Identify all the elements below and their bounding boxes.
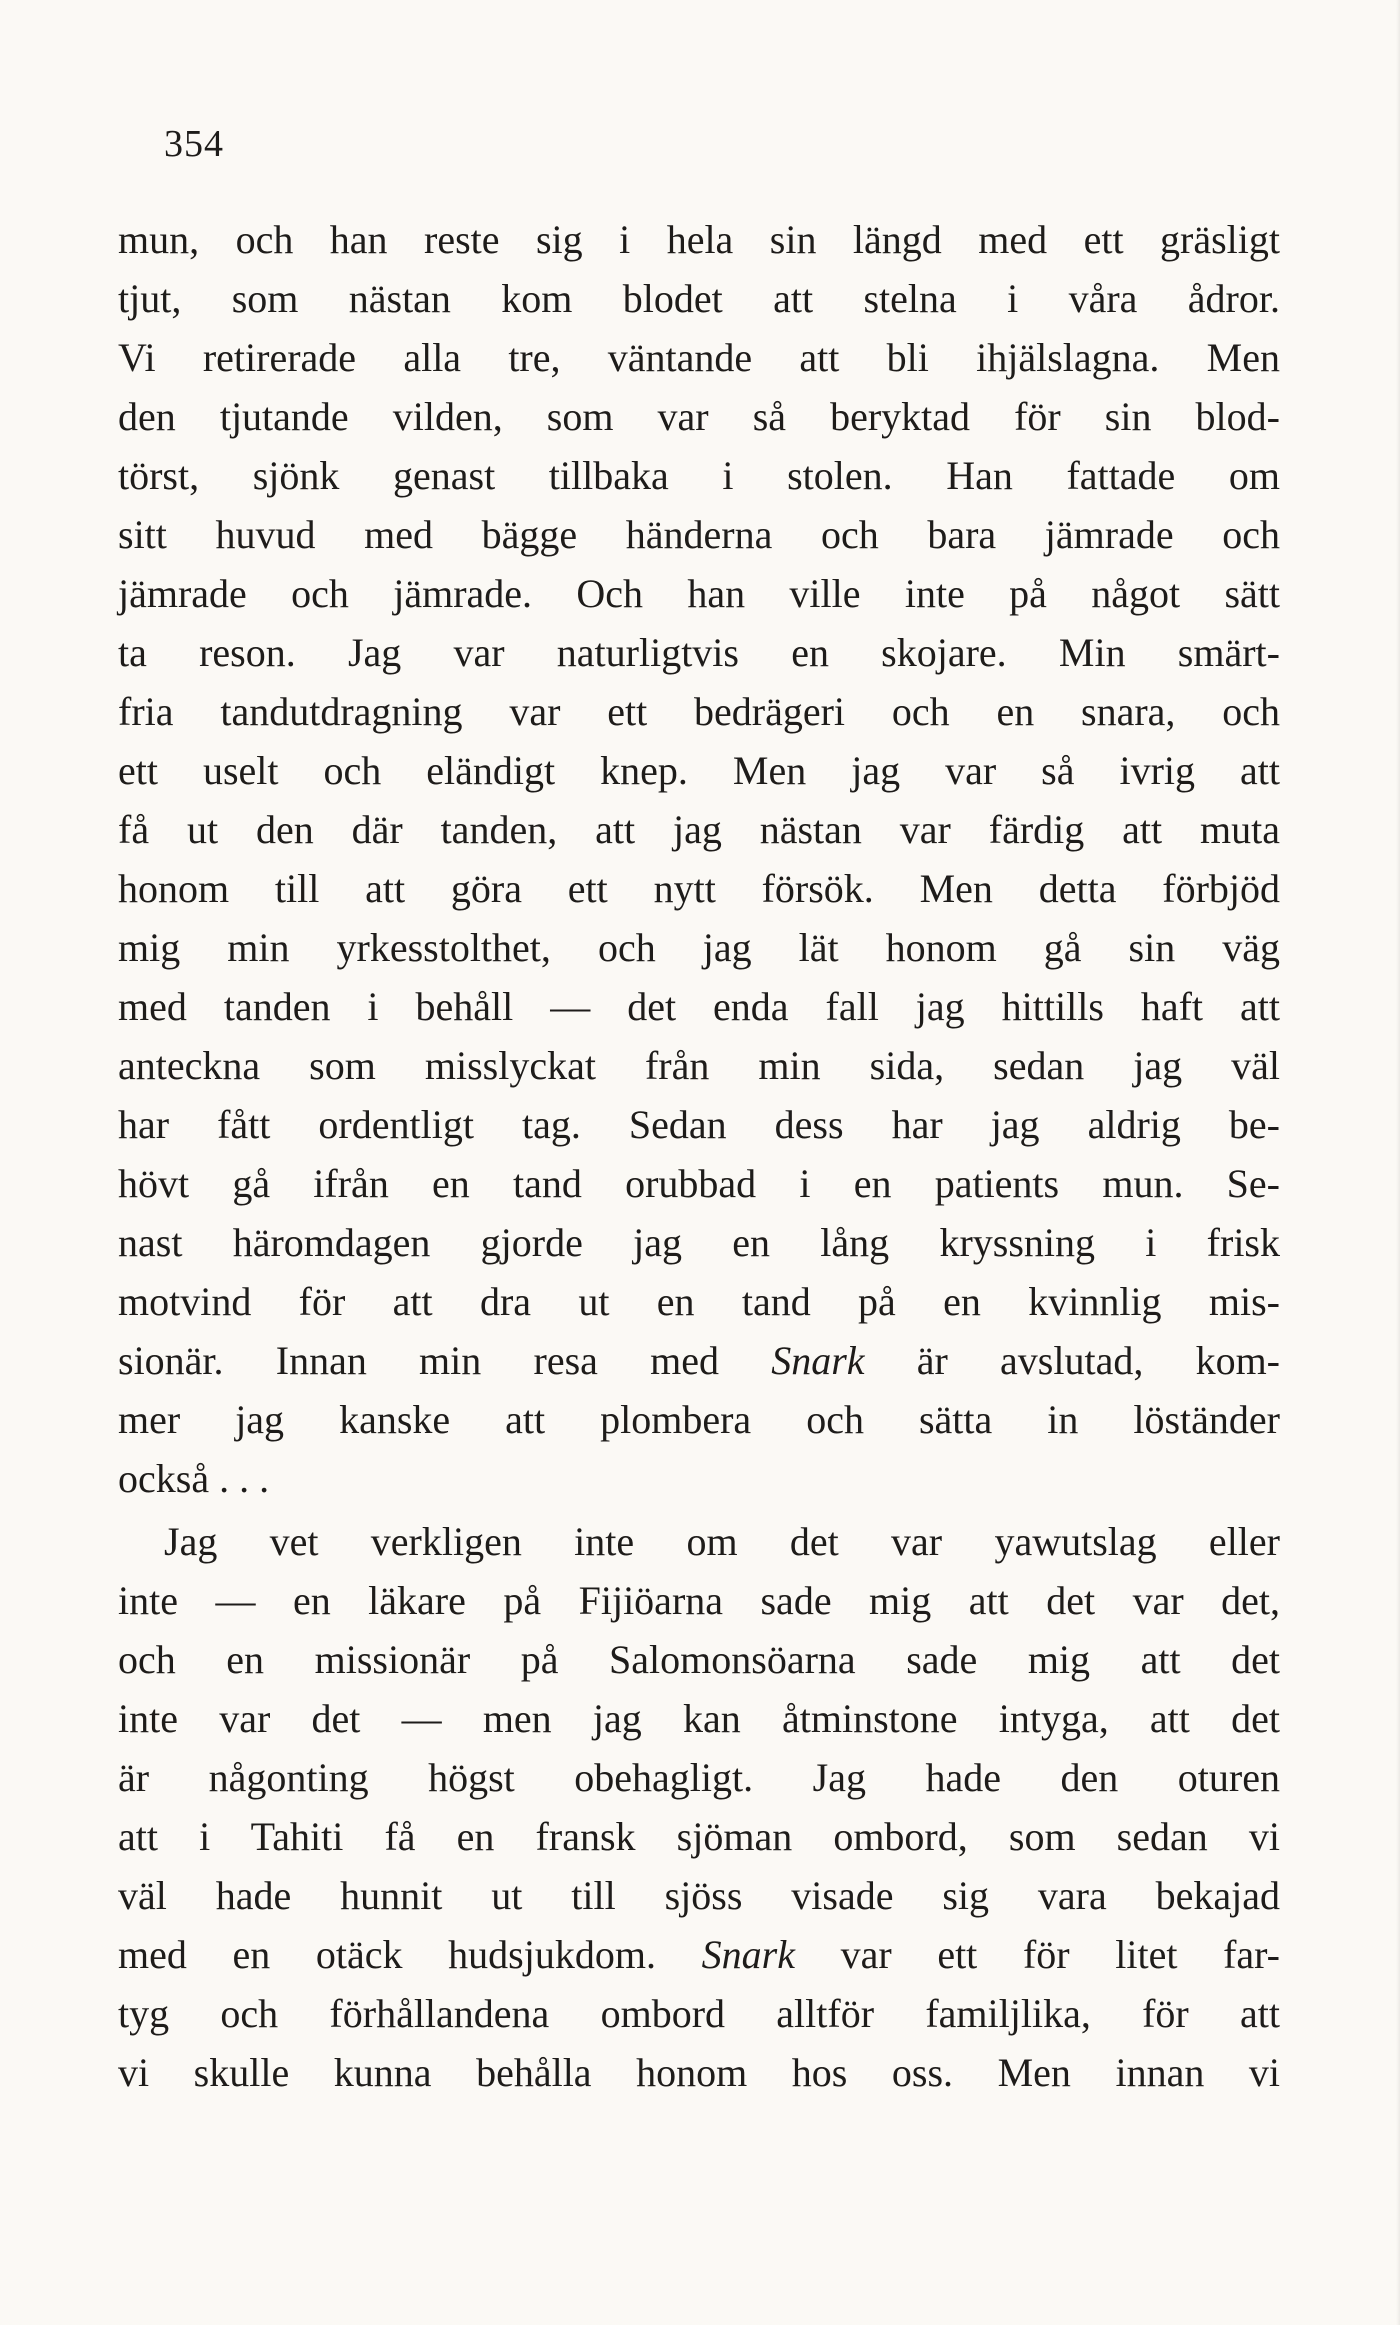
text-line — [118, 1036, 1280, 1095]
text-line — [118, 1213, 1280, 1272]
text-line — [118, 859, 1280, 918]
text-segment: vi skulle kunna behålla honom hos oss. Men innan vi — [118, 2050, 1280, 2095]
text-segment: mun, och han reste sig i hela sin längd med ett gräsligt — [118, 217, 1280, 262]
text-line — [118, 741, 1280, 800]
text-segment: har fått ordentligt tag. Sedan dess har jag aldrig be- — [118, 1102, 1280, 1147]
text-segment: tjut, som nästan kom blodet att stelna i våra ådror. — [118, 276, 1280, 321]
text-segment: också . . . — [118, 1456, 270, 1501]
text-line — [118, 1925, 1280, 1984]
text-segment: mer jag kanske att plombera och sätta in löständer — [118, 1397, 1280, 1442]
text-line — [118, 1748, 1280, 1807]
italic-title: Snark — [771, 1338, 865, 1383]
text-line — [118, 1512, 1280, 1571]
text-line — [118, 1331, 1280, 1390]
text-segment: ta reson. Jag var naturligtvis en skojare. Min smärt- — [118, 630, 1280, 675]
text-segment: med tanden i behåll — det enda fall jag hittills haft att — [118, 984, 1280, 1029]
text-segment: få ut den där tanden, att jag nästan var färdig att muta — [118, 807, 1280, 852]
text-segment: sionär. Innan min resa med — [118, 1338, 772, 1383]
text-line — [118, 387, 1280, 446]
text-line — [118, 2043, 1280, 2102]
text-line — [118, 1866, 1280, 1925]
text-segment: tyg och förhållandena ombord alltför familjlika, för att — [118, 1991, 1280, 2036]
text-segment: anteckna som misslyckat från min sida, sedan jag väl — [118, 1043, 1280, 1088]
text-segment: jämrade och jämrade. Och han ville inte på något sätt — [118, 571, 1280, 616]
text-segment: honom till att göra ett nytt försök. Men detta förbjöd — [118, 866, 1280, 911]
text-segment: att i Tahiti få en fransk sjöman ombord, som sedan vi — [118, 1814, 1280, 1859]
text-line — [118, 210, 1280, 269]
text-line — [118, 1154, 1280, 1213]
text-line — [118, 1095, 1280, 1154]
text-segment: Jag vet verkligen inte om det var yawutslag eller — [164, 1519, 1280, 1564]
text-line — [118, 328, 1280, 387]
body-text — [118, 210, 1280, 2102]
page-number: 354 — [164, 123, 224, 165]
text-segment: motvind för att dra ut en tand på en kvinnlig mis- — [118, 1279, 1280, 1324]
text-line — [118, 1390, 1280, 1449]
text-line — [118, 505, 1280, 564]
text-line — [118, 800, 1280, 859]
text-segment: törst, sjönk genast tillbaka i stolen. Han fattade om — [118, 453, 1280, 498]
text-segment: är avslutad, kom- — [864, 1338, 1280, 1383]
text-line — [118, 1689, 1280, 1748]
text-line — [118, 1449, 1280, 1508]
text-segment: väl hade hunnit ut till sjöss visade sig vara bekajad — [118, 1873, 1280, 1918]
text-segment: Vi retirerade alla tre, väntande att bli ihjälslagna. Men — [118, 335, 1280, 380]
text-segment: ett uselt och eländigt knep. Men jag var så ivrig att — [118, 748, 1280, 793]
text-segment: inte — en läkare på Fijiöarna sade mig att det var det, — [118, 1578, 1280, 1623]
text-line — [118, 918, 1280, 977]
page-edge-shadow — [1396, 0, 1400, 2325]
text-line — [118, 269, 1280, 328]
text-segment: inte var det — men jag kan åtminstone intyga, att det — [118, 1696, 1280, 1741]
text-line — [118, 564, 1280, 623]
text-line — [118, 1807, 1280, 1866]
text-line — [118, 682, 1280, 741]
text-segment: fria tandutdragning var ett bedrägeri och en snara, och — [118, 689, 1280, 734]
text-line — [118, 446, 1280, 505]
text-segment: var ett för litet far- — [794, 1932, 1280, 1977]
text-line — [118, 977, 1280, 1036]
text-segment: sitt huvud med bägge händerna och bara jämrade och — [118, 512, 1280, 557]
text-segment: nast häromdagen gjorde jag en lång kryssning i frisk — [118, 1220, 1280, 1265]
text-line — [118, 1571, 1280, 1630]
text-segment: och en missionär på Salomonsöarna sade mig att det — [118, 1637, 1280, 1682]
text-line — [118, 623, 1280, 682]
italic-title: Snark — [701, 1932, 795, 1977]
text-segment: är någonting högst obehagligt. Jag hade den oturen — [118, 1755, 1280, 1800]
text-segment: hövt gå ifrån en tand orubbad i en patients mun. Se- — [118, 1161, 1280, 1206]
text-line — [118, 1630, 1280, 1689]
text-line — [118, 1272, 1280, 1331]
text-segment: den tjutande vilden, som var så beryktad för sin blod- — [118, 394, 1280, 439]
text-segment: mig min yrkesstolthet, och jag lät honom gå sin väg — [118, 925, 1280, 970]
text-segment: med en otäck hudsjukdom. — [118, 1932, 702, 1977]
text-line — [118, 1984, 1280, 2043]
